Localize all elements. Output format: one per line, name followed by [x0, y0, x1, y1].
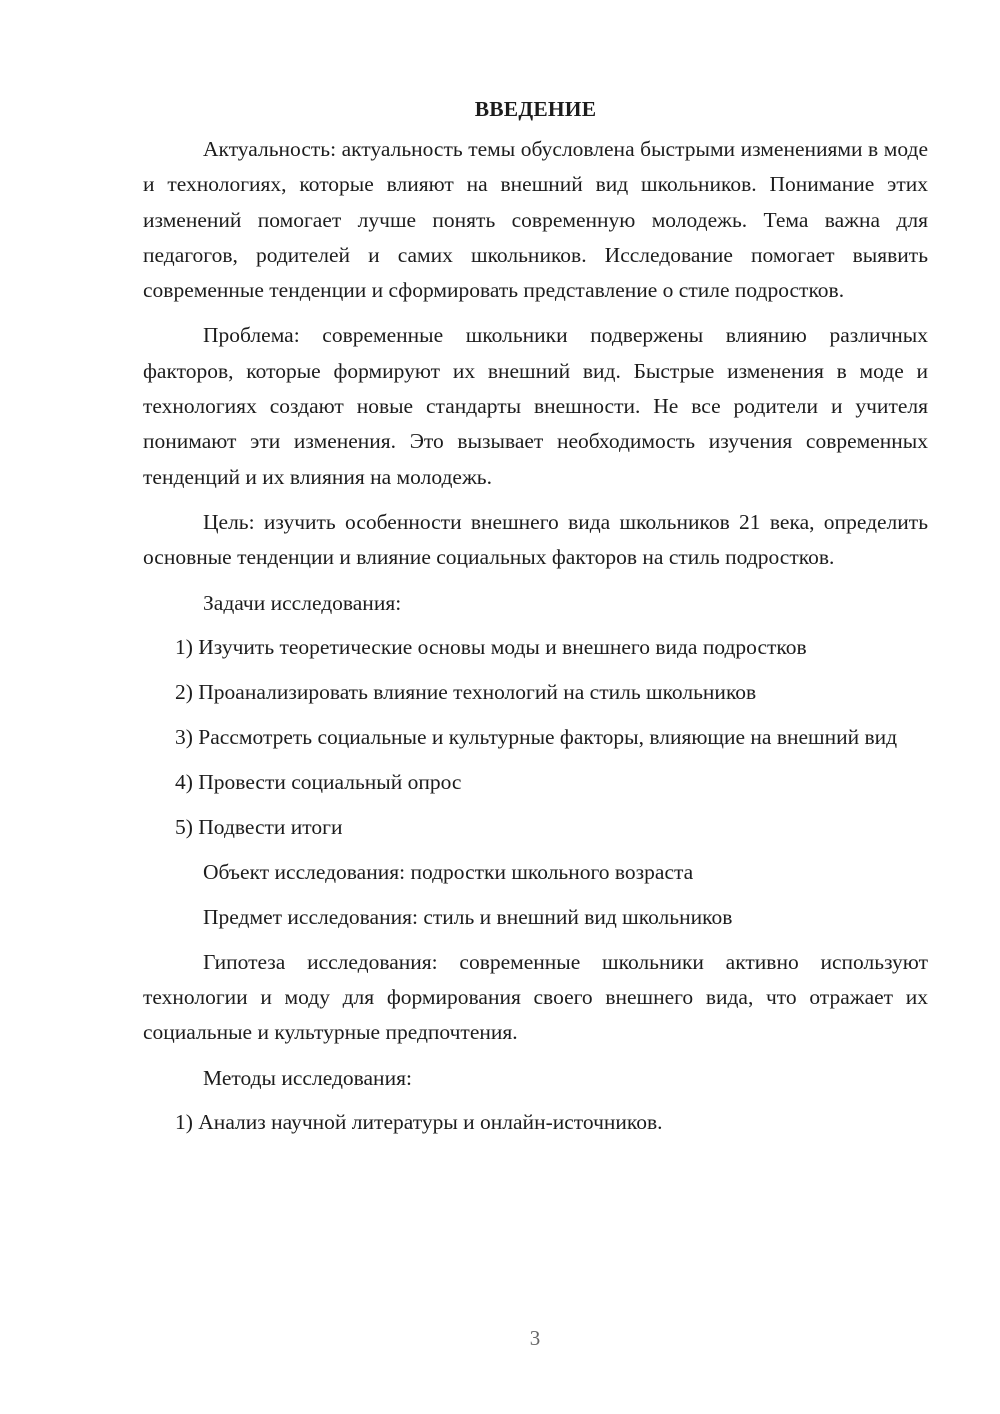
- hypothesis-paragraph: Гипотеза исследования: современные школьники активно используют технологии и моду для формирования своего внешнего вида, что отражает их социальные и культурные предпочтения.: [143, 949, 928, 1045]
- task-item: 1) Изучить теоретические основы моды и внешнего вида подростков: [175, 635, 807, 660]
- task-item: 4) Провести социальный опрос: [175, 770, 462, 795]
- task-item: 2) Проанализировать влияние технологий на стиль школьников: [175, 680, 757, 705]
- methods-heading: Методы исследования:: [203, 1065, 412, 1090]
- task-item: 3) Рассмотреть социальные и культурные факторы, влияющие на внешний вид: [175, 725, 898, 750]
- page-number: 3: [529, 1326, 541, 1350]
- relevance-paragraph: Актуальность: актуальность темы обусловлена быстрыми изменениями в моде и технологиях, которые влияют на внешний вид школьников. Понимание этих изменений помогает лучше понять современную молодежь. Тема важна для педагогов, родителей и самих школьников. Исследование помогает выявить современные тенденции и сформировать представление о стиле подростков.: [143, 137, 928, 303]
- tasks-heading: Задачи исследования:: [203, 590, 402, 615]
- section-title: ВВЕДЕНИЕ: [474, 97, 597, 121]
- subject-paragraph: Предмет исследования: стиль и внешний вид школьников: [203, 904, 733, 929]
- object-paragraph: Объект исследования: подростки школьного возраста: [203, 859, 694, 884]
- document-page: [143, 92, 928, 1141]
- problem-paragraph: Проблема: современные школьники подвержены влиянию различных факторов, которые формируют их внешний вид. Быстрые изменения в моде и технологиях создают новые стандарты внешности. Не все родители и учителя понимают эти изменения. Это вызывает необходимость изучения современных тенденций и их влияния на молодежь.: [143, 323, 928, 489]
- method-item: 1) Анализ научной литературы и онлайн-источников.: [175, 1110, 663, 1135]
- goal-paragraph: Цель: изучить особенности внешнего вида школьников 21 века, определить основные тенденции и влияние социальных факторов на стиль подростков.: [143, 509, 928, 570]
- task-item: 5) Подвести итоги: [175, 815, 343, 840]
